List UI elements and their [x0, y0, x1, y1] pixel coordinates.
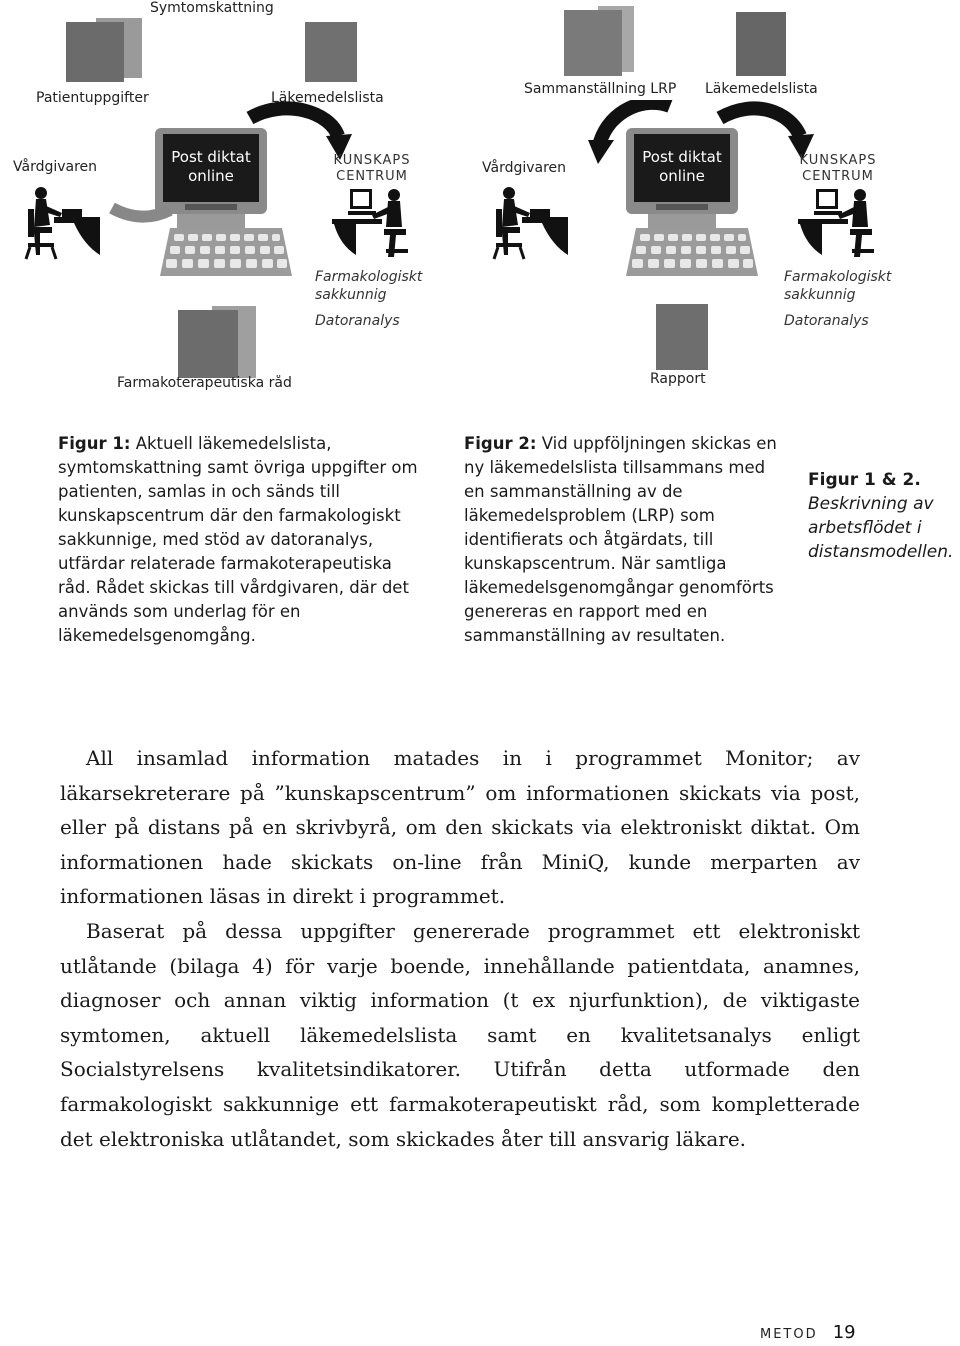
fig2-doc-medlist	[736, 12, 786, 76]
fig2-expert-line2: sakkunnig	[784, 287, 856, 303]
figures-side-caption	[808, 468, 958, 564]
fig2-report-label: Rapport	[650, 371, 706, 387]
fig1-doc-medlist	[305, 22, 357, 82]
body-text	[60, 741, 860, 1156]
fig2-caregiver-label: Vårdgivaren	[482, 160, 567, 176]
fig1-screen-line1: Post diktat	[171, 148, 251, 166]
fig1-advice-label: Farmakoterapeutiska råd	[117, 375, 292, 391]
footer-section: METOD	[760, 1327, 818, 1342]
figure-1	[0, 0, 470, 400]
page-footer	[760, 1322, 920, 1346]
figure-2	[470, 0, 960, 400]
fig1-center-label: KUNSKAPS CENTRUM	[333, 153, 411, 184]
fig2-doc-label-medlist: Läkemedelslista	[705, 81, 818, 97]
fig2-screen-line2: online	[659, 167, 705, 185]
fig2-doc-label-lrp: Sammanställning LRP	[524, 81, 677, 97]
body-paragraph-1: All insamlad information matades in i programmet Monitor; av läkarsekreterare på ”kunskapscentrum” om informationen skickats via post, eller på distans på en skrivbyrå, om den skickats via elektroniskt diktat. Om informationen hade skickats on-line från MiniQ, kunde merparten av informationen läsas in direkt i programmet.	[60, 746, 860, 909]
fig2-center-label: KUNSKAPS CENTRUM	[799, 153, 877, 184]
fig2-expert-line1: Farmakologiskt	[784, 269, 892, 285]
figure-1-caption-label: Figur 1:	[58, 434, 131, 453]
figure-2-caption	[464, 432, 790, 648]
side-caption-title: Figur 1 & 2.	[808, 470, 921, 490]
body-paragraph-2: Baserat på dessa uppgifter genererade programmet ett elektroniskt utlåtande (bilaga 4) för varje boende, innehållande patientdata, anamnes, diagnoser och annan viktig information (t ex njurfunktion), de viktigaste symtomen, aktuell läkemedelslista samt en kvalitetsanalys enligt Socialstyrelsens kvalitetsindikatorer. Utifrån detta utformade den farmakologiskt sakkunnige ett farmakoterapeutiskt råd, som kompletterade det elektroniska utlåtandet, som skickades åter till ansvarig läkare.	[60, 918, 860, 1151]
side-caption-text: Beskrivning av arbetsflödet i distansmodellen.	[808, 494, 954, 562]
fig2-caregiver-figure-icon	[482, 185, 572, 265]
fig1-doc-label-medlist: Läkemedelslista	[271, 90, 384, 106]
fig2-screen-line1: Post diktat	[642, 148, 722, 166]
fig1-screen-line2: online	[188, 167, 234, 185]
figure-2-caption-label: Figur 2:	[464, 434, 537, 453]
figure-2-caption-text: Vid uppföljningen skickas en ny läkemedelslista tillsammans med en sammanställning av de läkemedelsproblem (LRP) som identifierats och åtgärdats, till kunskapscentrum. När samtliga läkemedelsgenomgångar genomförts genereras en rapport med en sammanställning av resultaten.	[464, 434, 777, 645]
fig1-doc-label-patient: Patientuppgifter	[36, 90, 149, 106]
footer-page-number: 19	[832, 1322, 856, 1343]
fig2-doc-report	[656, 304, 708, 370]
figure-1-caption	[58, 432, 428, 648]
fig2-expert-figure-icon	[796, 185, 891, 265]
fig2-analysis-label: Datoranalys	[784, 313, 869, 329]
fig1-caregiver-label: Vårdgivaren	[13, 159, 98, 175]
fig1-caregiver-figure-icon	[14, 185, 104, 265]
figure-1-caption-text: Aktuell läkemedelslista, symtomskattning samt övriga uppgifter om patienten, samlas in och sänds till kunskapscentrum där den farmakologiskt sakkunnige, med stöd av datoranalys, utfärdar relaterade farmakoterapeutiska råd. Rådet skickas till vårdgivaren, där det används som underlag för en läkemedelsgenomgång.	[58, 434, 418, 645]
fig1-analysis-label: Datoranalys	[315, 313, 400, 329]
fig1-expert-figure-icon	[330, 185, 425, 265]
fig1-expert-line1: Farmakologiskt	[315, 269, 423, 285]
fig1-expert-line2: sakkunnig	[315, 287, 387, 303]
fig1-symtom-label: Symtomskattning	[150, 0, 274, 16]
